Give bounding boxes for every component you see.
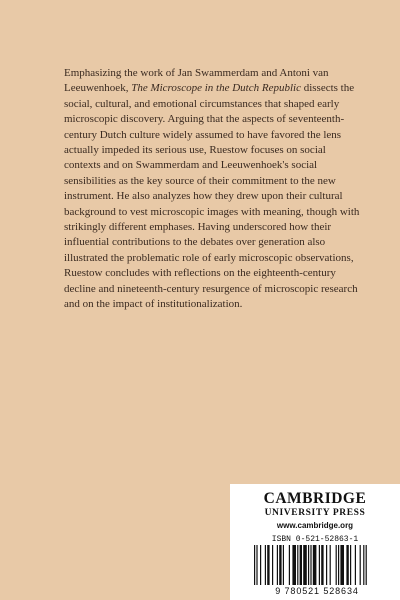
barcode-bar [308, 545, 309, 585]
isbn-label: ISBN 0-521-52863-1 [271, 535, 359, 544]
barcode-bar [300, 545, 302, 585]
barcode-bar [319, 545, 320, 585]
barcode-bar [256, 545, 257, 585]
barcode-bar [289, 545, 290, 585]
barcode-bar [267, 545, 269, 585]
barcode-bar [336, 545, 337, 585]
barcode-bar [346, 545, 348, 585]
barcode-bar [360, 545, 361, 585]
barcode-bar [254, 545, 255, 585]
barcode-bar [330, 545, 331, 585]
barcode-bar [303, 545, 307, 585]
publisher-box [230, 484, 400, 600]
barcode-bar [338, 545, 339, 585]
barcode-bar [279, 545, 281, 585]
blurb-intro: Emphasizing the work of Jan Swammerdam and Antoni van Leeuwenhoek, [64, 67, 329, 95]
barcode-bar [355, 545, 356, 585]
publisher-name: CAMBRIDGE [263, 490, 367, 507]
barcode-bar [350, 545, 351, 585]
barcode-digits: 9 780521 528634 [275, 586, 359, 596]
publisher-subname: UNIVERSITY PRESS [264, 508, 366, 518]
barcode-bar [310, 545, 311, 585]
barcode-bar [366, 545, 367, 585]
back-cover-blurb [64, 66, 362, 313]
barcode-bar [265, 545, 266, 585]
blurb-book-title: The Microscope in the Dutch Republic [131, 82, 301, 95]
barcode-icon [252, 545, 380, 591]
barcode-bar [326, 545, 327, 585]
barcode-bar [292, 545, 296, 585]
publisher-url: www.cambridge.org [276, 521, 354, 530]
blurb-body: dissects the social, cultural, and emotional circumstances that shaped early microscopic discovery. Arguing that the aspects of seventeenth-century Dutch culture widely assumed to have favored the lens actually impeded its serious use, Ruestow focuses on social contexts and on Swammerdam and Leeuwenhoek's social sensibilities as the key source of their commitment to the new instrument. He also analyzes how they drew upon their cultural background to vest microscopic images with meaning, though with strikingly different emphases. Having underscored how their influential contributions to the debates over generation also illustrated the problematic role of early microscopic observations, Ruestow concludes with reflections on the eighteenth-century decline and nineteenth-century resurgence of microscopic research and on the impact of institutionalization. [64, 82, 360, 311]
barcode-bar [321, 545, 323, 585]
barcode-bar [340, 545, 344, 585]
barcode-bar [277, 545, 278, 585]
barcode-bar [272, 545, 273, 585]
barcode-bar [313, 545, 317, 585]
barcode-bar [363, 545, 364, 585]
barcode-bar [283, 545, 284, 585]
barcode-bar [297, 545, 298, 585]
barcode-bar [260, 545, 261, 585]
